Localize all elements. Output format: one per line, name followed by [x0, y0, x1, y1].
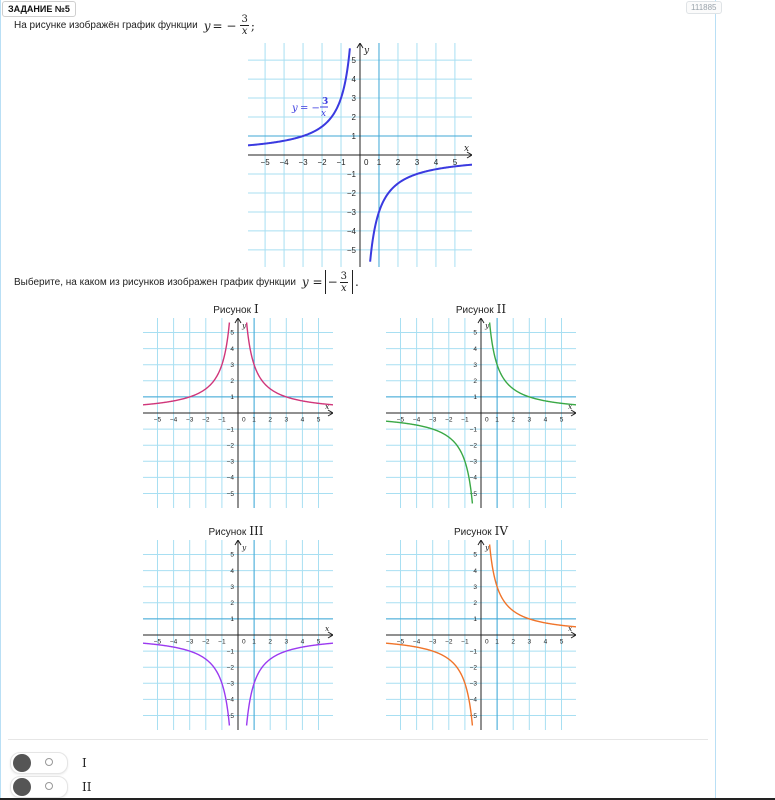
x-axis-label: x: [568, 402, 573, 411]
option-graph-2: [386, 318, 576, 508]
x-tick-label: −4: [169, 416, 178, 424]
y-tick-label: 1: [473, 616, 477, 624]
toggle-ring-icon: [45, 782, 53, 790]
y-tick-label: 5: [473, 551, 477, 559]
toggle-knob: [13, 754, 31, 772]
y-tick-label: 1: [351, 132, 356, 142]
x-tick-label: −1: [461, 416, 469, 424]
x-tick-label: −1: [218, 416, 226, 424]
x-tick-label: 5: [452, 158, 458, 167]
y-tick-label: 5: [351, 56, 356, 66]
y-tick-label: 2: [230, 378, 234, 386]
y-tick-label: 3: [473, 583, 477, 591]
answer-label: I: [82, 756, 87, 770]
figure-roman: II: [496, 302, 507, 316]
curve-formula-y: y: [292, 103, 298, 114]
figure-label-4: [386, 524, 576, 538]
y-tick-label: 3: [351, 94, 356, 104]
answer-toggle[interactable]: [10, 776, 68, 798]
x-tick-label: −2: [445, 416, 453, 424]
curve-left-branch: [143, 643, 229, 725]
x-tick-label: 4: [300, 638, 305, 646]
x-tick-label: −1: [461, 638, 469, 646]
y-tick-label: −3: [226, 458, 234, 466]
curve-left-branch: [143, 323, 229, 405]
x-tick-label: 4: [543, 638, 548, 646]
y-tick-label: 5: [473, 329, 477, 337]
x-tick-label: 1: [495, 638, 499, 646]
y-axis-label: y: [242, 543, 247, 552]
x-tick-label: −4: [412, 416, 421, 424]
abs-function-formula: [302, 270, 359, 294]
y-tick-label: 4: [473, 345, 477, 353]
formula-eq: = −: [212, 18, 237, 33]
origin-label: 0: [485, 416, 489, 424]
curve-right-branch: [370, 165, 472, 262]
answer-option-1[interactable]: [10, 752, 87, 774]
option-graph-1: [143, 318, 333, 508]
curve-formula-label: [291, 97, 328, 119]
curve-right-branch: [490, 323, 576, 405]
y-tick-label: −1: [469, 426, 477, 434]
origin-label: 0: [364, 158, 369, 167]
y-tick-label: 3: [230, 361, 234, 369]
answer-label: II: [82, 780, 92, 794]
abs-formula-eq: y =: [301, 275, 323, 289]
x-tick-label: 2: [395, 158, 401, 167]
x-tick-label: 4: [300, 416, 305, 424]
y-tick-label: 3: [473, 361, 477, 369]
x-axis-label: x: [325, 402, 330, 411]
y-tick-label: −5: [469, 712, 477, 720]
y-axis-label: y: [485, 543, 490, 552]
formula-fraction: [240, 14, 248, 37]
y-tick-label: −1: [226, 648, 234, 656]
y-tick-label: −5: [346, 245, 356, 255]
x-tick-label: 1: [252, 638, 256, 646]
abs-formula-fraction: [340, 271, 348, 294]
x-tick-label: 1: [376, 158, 382, 167]
y-tick-label: −2: [469, 664, 477, 672]
figure-label-2: [386, 302, 576, 316]
origin-label: 0: [485, 638, 489, 646]
x-tick-label: 5: [316, 638, 321, 646]
y-tick-label: 4: [351, 75, 356, 85]
y-tick-label: −4: [226, 696, 234, 704]
y-tick-label: −3: [469, 458, 477, 466]
question-intro-text: На рисунке изображён график функции: [14, 20, 198, 31]
y-tick-label: 2: [351, 113, 356, 123]
y-tick-label: −4: [346, 226, 356, 236]
x-tick-label: 3: [414, 158, 420, 167]
x-tick-label: −3: [428, 416, 437, 424]
y-tick-label: −4: [226, 474, 234, 482]
figure-roman: IV: [494, 524, 509, 538]
y-tick-label: 4: [230, 345, 234, 353]
y-tick-label: −5: [226, 490, 234, 498]
abs-bar-left: [325, 270, 326, 294]
y-tick-label: −2: [226, 442, 234, 450]
y-tick-label: 2: [473, 378, 477, 386]
x-tick-label: −5: [396, 416, 405, 424]
figure-roman: III: [249, 524, 264, 538]
x-tick-label: 5: [316, 416, 321, 424]
y-tick-label: −2: [346, 188, 356, 198]
formula-y: y: [203, 18, 211, 33]
x-axis-label: x: [568, 624, 573, 633]
y-tick-label: −2: [226, 664, 234, 672]
toggle-ring-icon: [45, 758, 53, 766]
y-tick-label: −3: [469, 680, 477, 688]
x-tick-label: 4: [543, 416, 548, 424]
curve-formula-den: x: [321, 109, 327, 119]
x-tick-label: −5: [260, 158, 270, 167]
x-tick-label: −5: [153, 416, 162, 424]
x-tick-label: −4: [169, 638, 178, 646]
x-tick-label: −1: [218, 638, 226, 646]
curve-left-branch: [386, 421, 472, 503]
x-tick-label: 3: [527, 638, 532, 646]
main-graph: [248, 43, 472, 267]
x-tick-label: −3: [298, 158, 308, 167]
y-tick-label: 1: [473, 394, 477, 402]
abs-bar-right: [352, 270, 353, 294]
x-tick-label: 2: [511, 416, 516, 424]
x-tick-label: −2: [202, 416, 210, 424]
question-choose: [14, 270, 359, 294]
figure-label-3: [141, 524, 331, 538]
figure-word: Рисунок: [455, 305, 494, 316]
toggle-knob: [13, 778, 31, 796]
y-tick-label: −1: [469, 648, 477, 656]
origin-label: 0: [242, 416, 246, 424]
answer-option-2[interactable]: [10, 776, 91, 798]
x-tick-label: −3: [185, 638, 194, 646]
curve-formula-eq: = −: [300, 103, 320, 114]
y-tick-label: −4: [469, 474, 477, 482]
function-formula: [204, 14, 255, 37]
abs-formula-numerator: 3: [340, 270, 348, 282]
answer-toggle[interactable]: [10, 752, 68, 774]
origin-label: 0: [242, 638, 246, 646]
y-tick-label: 3: [230, 583, 234, 591]
x-tick-label: 5: [559, 416, 564, 424]
figure-label-1: [141, 302, 331, 316]
option-graph-3: [143, 540, 333, 730]
x-tick-label: 3: [284, 416, 289, 424]
y-axis-label: y: [242, 321, 247, 330]
curve-left-branch: [248, 48, 350, 145]
x-tick-label: 1: [495, 416, 499, 424]
task-id-badge: 111885: [686, 1, 722, 14]
y-tick-label: 2: [230, 600, 234, 608]
abs-formula-denominator: x: [341, 282, 347, 294]
x-tick-label: −5: [396, 638, 405, 646]
y-tick-label: −5: [469, 490, 477, 498]
x-tick-label: −3: [428, 638, 437, 646]
x-tick-label: −1: [336, 158, 346, 167]
figure-roman: I: [253, 302, 259, 316]
y-tick-label: 2: [473, 600, 477, 608]
figure-word: Рисунок: [208, 527, 247, 538]
question-choose-text: Выберите, на каком из рисунков изображен график функции: [14, 276, 296, 288]
x-tick-label: 5: [559, 638, 564, 646]
y-tick-label: 5: [230, 329, 234, 337]
curve-left-branch: [386, 643, 472, 725]
curve-right-branch: [247, 643, 333, 725]
x-tick-label: 3: [284, 638, 289, 646]
answers-divider: [8, 739, 708, 740]
x-tick-label: 3: [527, 416, 532, 424]
x-tick-label: 2: [511, 638, 516, 646]
task-number-badge: ЗАДАНИЕ №5: [2, 1, 76, 17]
abs-formula-end: .: [355, 275, 359, 289]
x-tick-label: −4: [412, 638, 421, 646]
x-tick-label: 2: [268, 416, 273, 424]
figure-word: Рисунок: [213, 305, 251, 316]
formula-denominator: x: [241, 26, 248, 37]
y-tick-label: −1: [346, 169, 356, 179]
y-tick-label: 4: [230, 567, 234, 575]
y-axis-label: y: [364, 46, 370, 56]
y-tick-label: −2: [469, 442, 477, 450]
y-tick-label: 5: [230, 551, 234, 559]
x-tick-label: −2: [317, 158, 327, 167]
curve-formula-num: 3: [322, 97, 329, 107]
x-tick-label: −2: [445, 638, 453, 646]
x-tick-label: 4: [433, 158, 439, 167]
y-tick-label: 1: [230, 394, 234, 402]
y-axis-label: y: [485, 321, 490, 330]
y-tick-label: −5: [226, 712, 234, 720]
x-tick-label: −2: [202, 638, 210, 646]
formula-numerator: 3: [241, 14, 248, 25]
abs-formula-minus: −: [327, 275, 338, 289]
y-tick-label: −3: [346, 207, 356, 217]
curve-right-branch: [490, 545, 576, 627]
figure-word: Рисунок: [453, 527, 492, 538]
y-tick-label: −4: [469, 696, 477, 704]
question-intro: [14, 14, 255, 37]
x-axis-label: x: [464, 144, 470, 154]
y-tick-label: 4: [473, 567, 477, 575]
x-tick-label: 1: [252, 416, 256, 424]
y-tick-label: −3: [226, 680, 234, 688]
formula-end: ;: [250, 18, 255, 33]
option-graph-4: [386, 540, 576, 730]
x-tick-label: −4: [279, 158, 289, 167]
x-tick-label: 2: [268, 638, 273, 646]
y-tick-label: 1: [230, 616, 234, 624]
x-tick-label: −3: [185, 416, 194, 424]
y-tick-label: −1: [226, 426, 234, 434]
curve-right-branch: [247, 323, 333, 405]
x-axis-label: x: [325, 624, 330, 633]
x-tick-label: −5: [153, 638, 162, 646]
